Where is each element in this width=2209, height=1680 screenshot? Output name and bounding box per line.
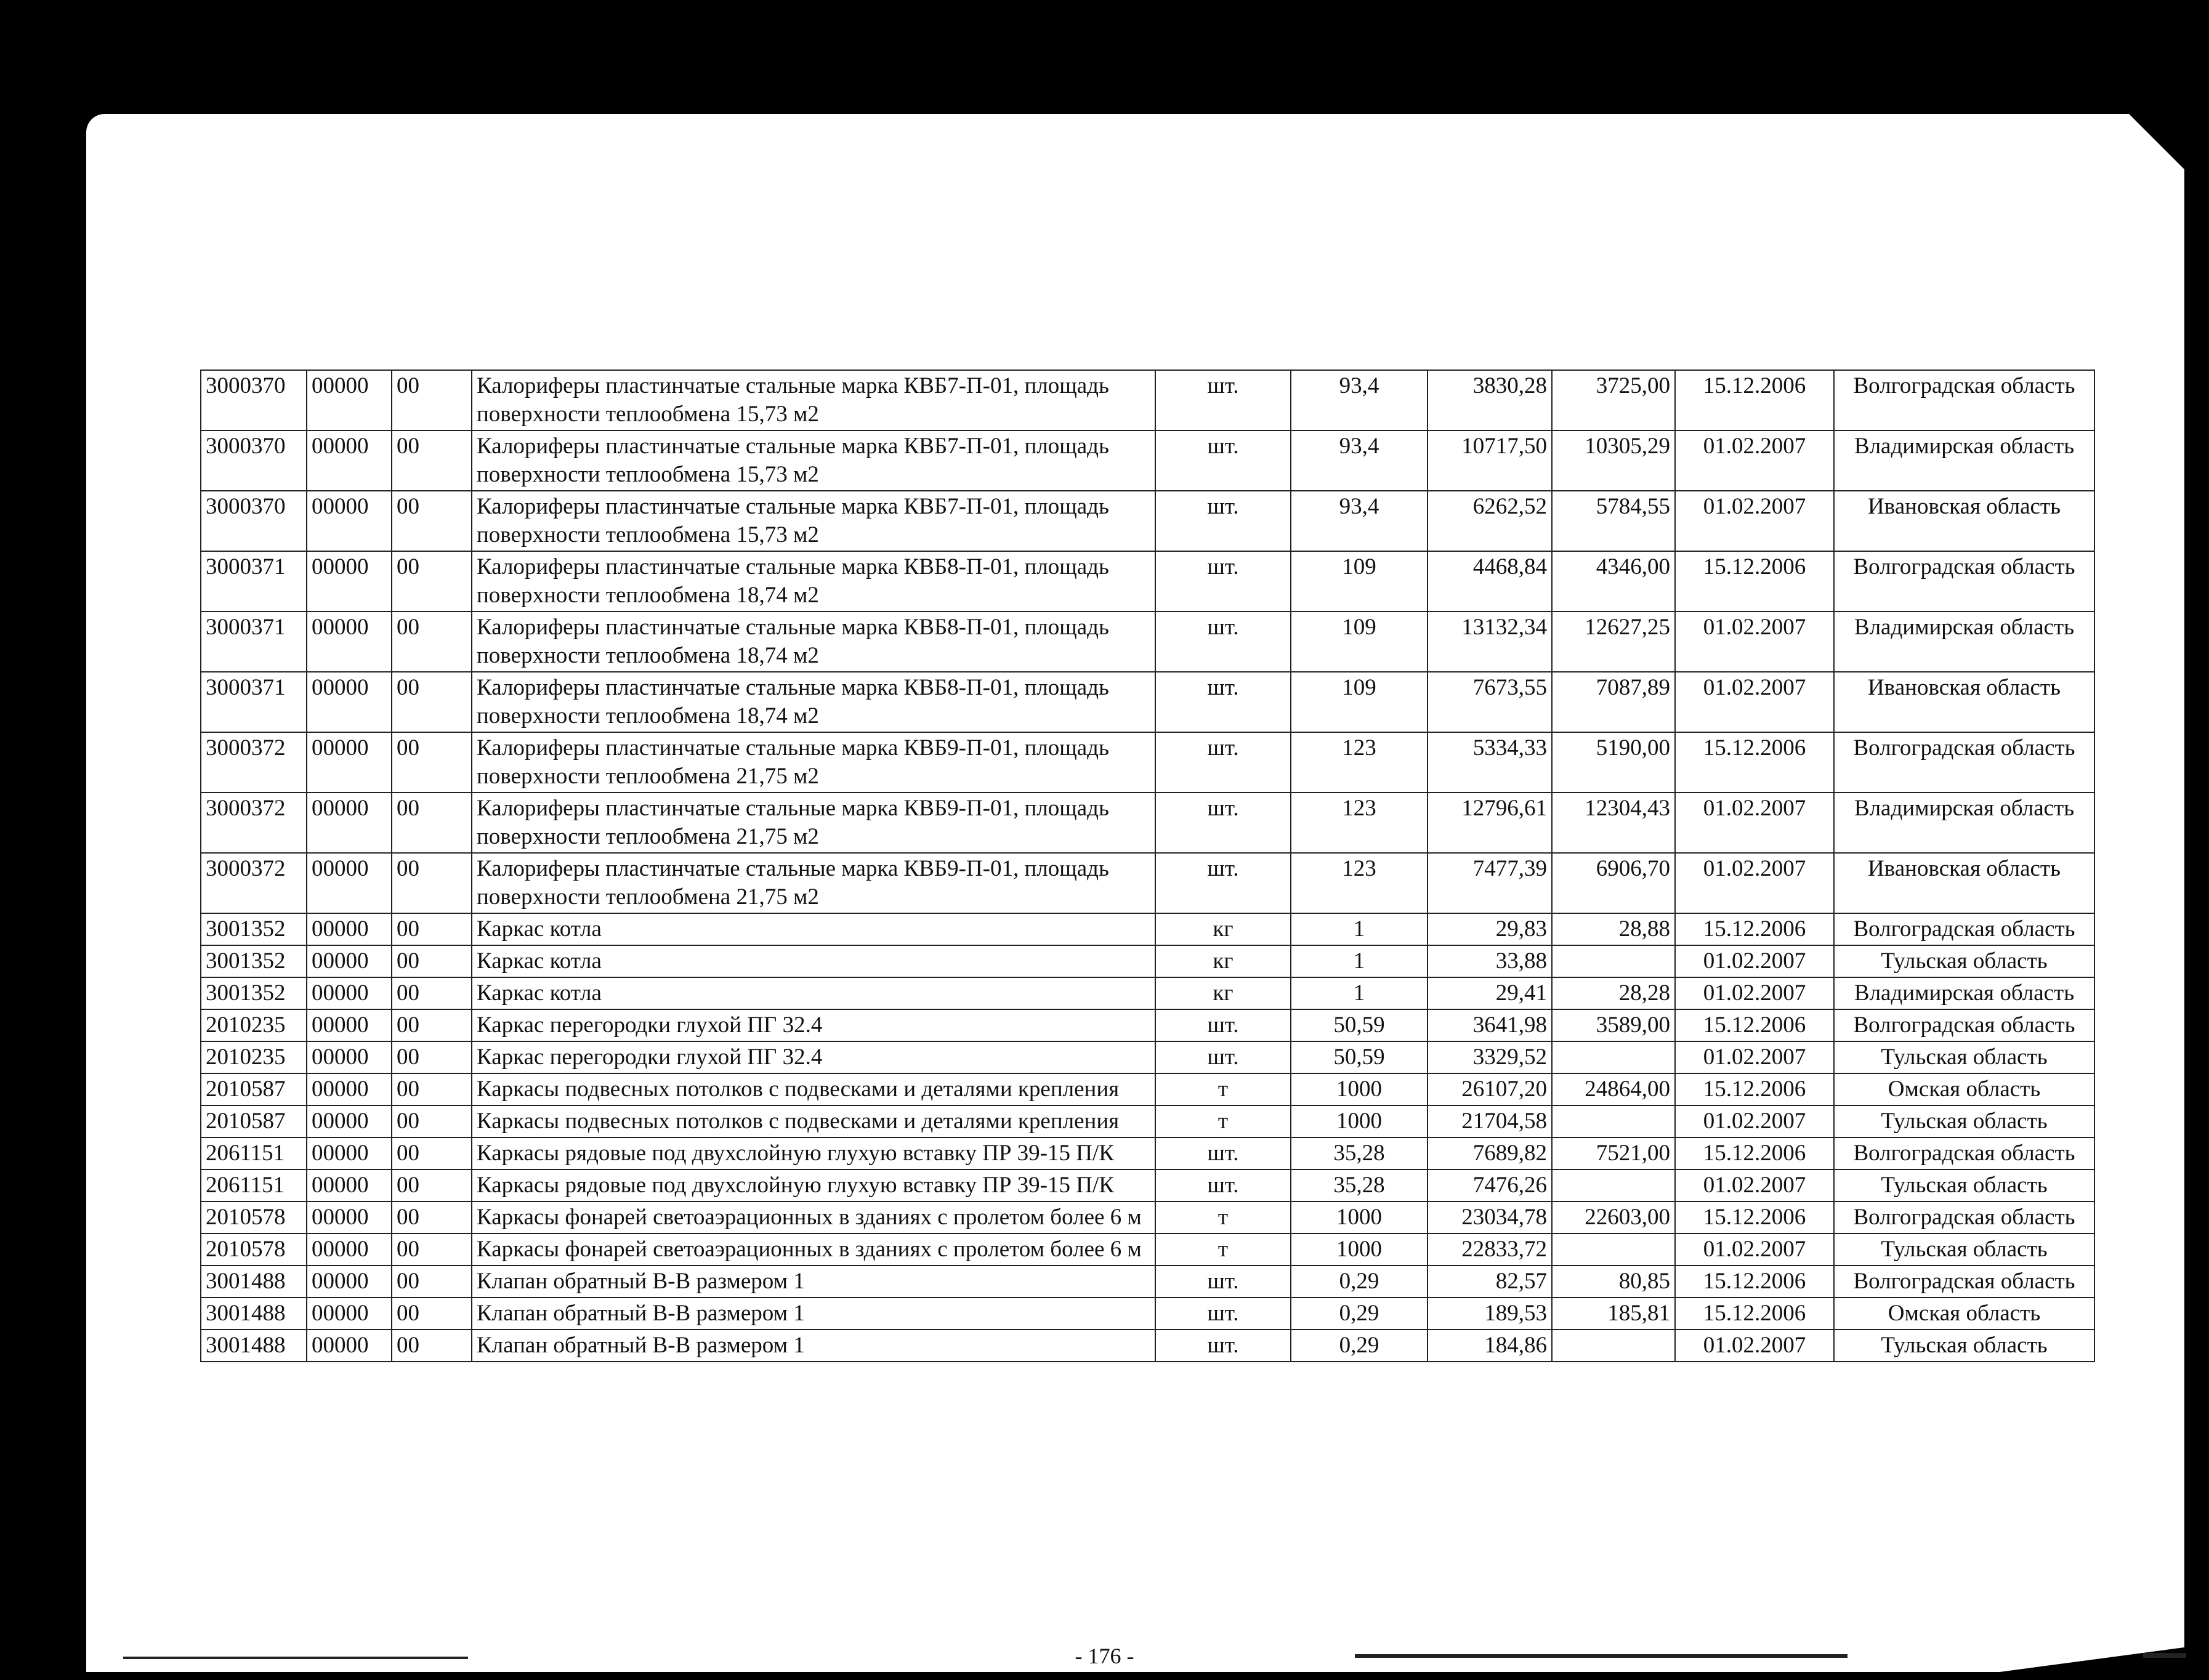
item-subcode-cell: 00000 bbox=[307, 1234, 392, 1266]
unit-cell: шт. bbox=[1155, 1169, 1291, 1201]
date-cell: 01.02.2007 bbox=[1675, 1105, 1834, 1137]
item-subcode-cell: 00000 bbox=[307, 793, 392, 853]
unit-cell: т bbox=[1155, 1105, 1291, 1137]
table-row bbox=[201, 551, 2094, 612]
item-name-cell: Каркасы подвесных потолков с подвесками и деталями крепления bbox=[472, 1073, 1155, 1105]
weight-cell: 35,28 bbox=[1291, 1137, 1428, 1169]
item-variant-cell: 00 bbox=[392, 853, 472, 913]
scan-border-left bbox=[0, 0, 86, 1680]
scan-corner-top-right bbox=[2129, 114, 2184, 169]
item-subcode-cell: 00000 bbox=[307, 1201, 392, 1234]
unit-cell: шт. bbox=[1155, 612, 1291, 672]
unit-cell: шт. bbox=[1155, 1041, 1291, 1073]
table-row bbox=[201, 1298, 2094, 1330]
item-name-cell: Калориферы пластинчатые стальные марка КВБ7-П-01, площадь поверхности теплообмена 15,73 м2 bbox=[472, 491, 1155, 551]
price-alt-cell: 7087,89 bbox=[1552, 672, 1675, 732]
weight-cell: 109 bbox=[1291, 551, 1428, 612]
item-name-cell: Каркас котла bbox=[472, 977, 1155, 1009]
weight-cell: 50,59 bbox=[1291, 1009, 1428, 1041]
region-cell: Волгоградская область bbox=[1834, 1266, 2094, 1298]
table-row bbox=[201, 1009, 2094, 1041]
item-subcode-cell: 00000 bbox=[307, 1330, 392, 1362]
table-row bbox=[201, 1266, 2094, 1298]
price-cell: 7673,55 bbox=[1428, 672, 1552, 732]
weight-cell: 1 bbox=[1291, 945, 1428, 977]
item-code-cell: 3001352 bbox=[201, 945, 307, 977]
date-cell: 15.12.2006 bbox=[1675, 1266, 1834, 1298]
date-cell: 01.02.2007 bbox=[1675, 491, 1834, 551]
unit-cell: шт. bbox=[1155, 793, 1291, 853]
price-cell: 3329,52 bbox=[1428, 1041, 1552, 1073]
item-code-cell: 3001488 bbox=[201, 1330, 307, 1362]
item-variant-cell: 00 bbox=[392, 1169, 472, 1201]
item-subcode-cell: 00000 bbox=[307, 370, 392, 430]
item-name-cell: Калориферы пластинчатые стальные марка КВБ8-П-01, площадь поверхности теплообмена 18,74 м2 bbox=[472, 672, 1155, 732]
date-cell: 15.12.2006 bbox=[1675, 1009, 1834, 1041]
item-subcode-cell: 00000 bbox=[307, 1137, 392, 1169]
item-subcode-cell: 00000 bbox=[307, 612, 392, 672]
weight-cell: 1 bbox=[1291, 977, 1428, 1009]
unit-cell: шт. bbox=[1155, 1266, 1291, 1298]
price-cell: 3830,28 bbox=[1428, 370, 1552, 430]
item-subcode-cell: 00000 bbox=[307, 672, 392, 732]
unit-cell: т bbox=[1155, 1234, 1291, 1266]
price-cell: 29,83 bbox=[1428, 913, 1552, 945]
date-cell: 01.02.2007 bbox=[1675, 853, 1834, 913]
price-cell: 26107,20 bbox=[1428, 1073, 1552, 1105]
price-cell: 82,57 bbox=[1428, 1266, 1552, 1298]
weight-cell: 0,29 bbox=[1291, 1298, 1428, 1330]
table-row bbox=[201, 977, 2094, 1009]
item-name-cell: Калориферы пластинчатые стальные марка КВБ9-П-01, площадь поверхности теплообмена 21,75 м2 bbox=[472, 853, 1155, 913]
date-cell: 01.02.2007 bbox=[1675, 1169, 1834, 1201]
region-cell: Тульская область bbox=[1834, 1330, 2094, 1362]
scan-border-right bbox=[2184, 0, 2209, 1680]
date-cell: 15.12.2006 bbox=[1675, 1298, 1834, 1330]
item-variant-cell: 00 bbox=[392, 793, 472, 853]
date-cell: 01.02.2007 bbox=[1675, 1234, 1834, 1266]
item-variant-cell: 00 bbox=[392, 1266, 472, 1298]
price-cell: 22833,72 bbox=[1428, 1234, 1552, 1266]
weight-cell: 1000 bbox=[1291, 1234, 1428, 1266]
date-cell: 01.02.2007 bbox=[1675, 793, 1834, 853]
item-variant-cell: 00 bbox=[392, 913, 472, 945]
price-cell: 29,41 bbox=[1428, 977, 1552, 1009]
price-alt-cell: 4346,00 bbox=[1552, 551, 1675, 612]
weight-cell: 1000 bbox=[1291, 1073, 1428, 1105]
price-cell: 7689,82 bbox=[1428, 1137, 1552, 1169]
item-variant-cell: 00 bbox=[392, 1298, 472, 1330]
table-row bbox=[201, 1137, 2094, 1169]
item-subcode-cell: 00000 bbox=[307, 945, 392, 977]
item-variant-cell: 00 bbox=[392, 945, 472, 977]
item-variant-cell: 00 bbox=[392, 551, 472, 612]
item-subcode-cell: 00000 bbox=[307, 853, 392, 913]
item-name-cell: Каркасы рядовые под двухслойную глухую вставку ПР 39-15 П/К bbox=[472, 1137, 1155, 1169]
table-row bbox=[201, 370, 2094, 430]
region-cell: Тульская область bbox=[1834, 1169, 2094, 1201]
price-alt-cell: 10305,29 bbox=[1552, 430, 1675, 491]
weight-cell: 123 bbox=[1291, 732, 1428, 793]
weight-cell: 0,29 bbox=[1291, 1330, 1428, 1362]
item-code-cell: 2061151 bbox=[201, 1169, 307, 1201]
item-name-cell: Каркасы рядовые под двухслойную глухую вставку ПР 39-15 П/К bbox=[472, 1169, 1155, 1201]
weight-cell: 109 bbox=[1291, 672, 1428, 732]
price-alt-cell bbox=[1552, 1234, 1675, 1266]
price-alt-cell bbox=[1552, 1041, 1675, 1073]
date-cell: 01.02.2007 bbox=[1675, 1041, 1834, 1073]
table-row bbox=[201, 1105, 2094, 1137]
price-alt-cell bbox=[1552, 1105, 1675, 1137]
item-code-cell: 2010578 bbox=[201, 1201, 307, 1234]
weight-cell: 123 bbox=[1291, 793, 1428, 853]
item-code-cell: 2010235 bbox=[201, 1041, 307, 1073]
item-name-cell: Каркасы подвесных потолков с подвесками и деталями крепления bbox=[472, 1105, 1155, 1137]
item-code-cell: 2010587 bbox=[201, 1105, 307, 1137]
item-name-cell: Калориферы пластинчатые стальные марка КВБ8-П-01, площадь поверхности теплообмена 18,74 м2 bbox=[472, 551, 1155, 612]
price-alt-cell bbox=[1552, 1169, 1675, 1201]
unit-cell: шт. bbox=[1155, 491, 1291, 551]
price-cell: 189,53 bbox=[1428, 1298, 1552, 1330]
item-name-cell: Каркас котла bbox=[472, 913, 1155, 945]
item-code-cell: 3000371 bbox=[201, 612, 307, 672]
price-cell: 3641,98 bbox=[1428, 1009, 1552, 1041]
price-cell: 10717,50 bbox=[1428, 430, 1552, 491]
table-row bbox=[201, 672, 2094, 732]
unit-cell: шт. bbox=[1155, 672, 1291, 732]
page-number: - 176 - bbox=[1075, 1644, 1134, 1668]
date-cell: 01.02.2007 bbox=[1675, 430, 1834, 491]
item-code-cell: 3000372 bbox=[201, 793, 307, 853]
item-variant-cell: 00 bbox=[392, 977, 472, 1009]
item-name-cell: Калориферы пластинчатые стальные марка КВБ9-П-01, площадь поверхности теплообмена 21,75 м2 bbox=[472, 793, 1155, 853]
item-code-cell: 3000370 bbox=[201, 370, 307, 430]
table-row bbox=[201, 1234, 2094, 1266]
item-code-cell: 2010587 bbox=[201, 1073, 307, 1105]
table-row bbox=[201, 945, 2094, 977]
item-code-cell: 3001352 bbox=[201, 977, 307, 1009]
price-cell: 184,86 bbox=[1428, 1330, 1552, 1362]
item-name-cell: Каркас перегородки глухой ПГ 32.4 bbox=[472, 1009, 1155, 1041]
price-cell: 7476,26 bbox=[1428, 1169, 1552, 1201]
item-code-cell: 2010235 bbox=[201, 1009, 307, 1041]
date-cell: 15.12.2006 bbox=[1675, 551, 1834, 612]
item-subcode-cell: 00000 bbox=[307, 491, 392, 551]
item-code-cell: 3000370 bbox=[201, 491, 307, 551]
unit-cell: т bbox=[1155, 1073, 1291, 1105]
item-name-cell: Калориферы пластинчатые стальные марка КВБ8-П-01, площадь поверхности теплообмена 18,74 м2 bbox=[472, 612, 1155, 672]
price-alt-cell: 12627,25 bbox=[1552, 612, 1675, 672]
item-variant-cell: 00 bbox=[392, 1073, 472, 1105]
unit-cell: шт. bbox=[1155, 1137, 1291, 1169]
price-alt-cell: 3725,00 bbox=[1552, 370, 1675, 430]
weight-cell: 1 bbox=[1291, 913, 1428, 945]
unit-cell: шт. bbox=[1155, 1298, 1291, 1330]
item-subcode-cell: 00000 bbox=[307, 1266, 392, 1298]
price-alt-cell: 28,28 bbox=[1552, 977, 1675, 1009]
item-variant-cell: 00 bbox=[392, 491, 472, 551]
item-code-cell: 3001352 bbox=[201, 913, 307, 945]
unit-cell: т bbox=[1155, 1201, 1291, 1234]
date-cell: 15.12.2006 bbox=[1675, 1073, 1834, 1105]
region-cell: Ивановская область bbox=[1834, 853, 2094, 913]
weight-cell: 93,4 bbox=[1291, 430, 1428, 491]
price-cell: 4468,84 bbox=[1428, 551, 1552, 612]
unit-cell: шт. bbox=[1155, 370, 1291, 430]
item-subcode-cell: 00000 bbox=[307, 1041, 392, 1073]
item-code-cell: 3000371 bbox=[201, 672, 307, 732]
item-subcode-cell: 00000 bbox=[307, 1105, 392, 1137]
unit-cell: кг bbox=[1155, 913, 1291, 945]
region-cell: Волгоградская область bbox=[1834, 370, 2094, 430]
item-code-cell: 3000371 bbox=[201, 551, 307, 612]
date-cell: 15.12.2006 bbox=[1675, 1201, 1834, 1234]
region-cell: Владимирская область bbox=[1834, 430, 2094, 491]
date-cell: 01.02.2007 bbox=[1675, 945, 1834, 977]
item-variant-cell: 00 bbox=[392, 1041, 472, 1073]
item-subcode-cell: 00000 bbox=[307, 732, 392, 793]
item-subcode-cell: 00000 bbox=[307, 430, 392, 491]
table-row bbox=[201, 793, 2094, 853]
region-cell: Волгоградская область bbox=[1834, 913, 2094, 945]
item-variant-cell: 00 bbox=[392, 732, 472, 793]
item-name-cell: Калориферы пластинчатые стальные марка КВБ7-П-01, площадь поверхности теплообмена 15,73 м2 bbox=[472, 370, 1155, 430]
item-variant-cell: 00 bbox=[392, 672, 472, 732]
date-cell: 15.12.2006 bbox=[1675, 732, 1834, 793]
region-cell: Волгоградская область bbox=[1834, 1009, 2094, 1041]
price-alt-cell: 5190,00 bbox=[1552, 732, 1675, 793]
weight-cell: 35,28 bbox=[1291, 1169, 1428, 1201]
item-variant-cell: 00 bbox=[392, 1234, 472, 1266]
date-cell: 01.02.2007 bbox=[1675, 1330, 1834, 1362]
item-subcode-cell: 00000 bbox=[307, 913, 392, 945]
price-cell: 12796,61 bbox=[1428, 793, 1552, 853]
item-name-cell: Каркас перегородки глухой ПГ 32.4 bbox=[472, 1041, 1155, 1073]
price-alt-cell: 6906,70 bbox=[1552, 853, 1675, 913]
unit-cell: шт. bbox=[1155, 430, 1291, 491]
region-cell: Волгоградская область bbox=[1834, 732, 2094, 793]
item-variant-cell: 00 bbox=[392, 430, 472, 491]
item-variant-cell: 00 bbox=[392, 1330, 472, 1362]
price-alt-cell: 22603,00 bbox=[1552, 1201, 1675, 1234]
item-subcode-cell: 00000 bbox=[307, 1009, 392, 1041]
price-alt-cell: 28,88 bbox=[1552, 913, 1675, 945]
item-variant-cell: 00 bbox=[392, 1009, 472, 1041]
price-alt-cell: 5784,55 bbox=[1552, 491, 1675, 551]
table-row bbox=[201, 732, 2094, 793]
item-name-cell: Калориферы пластинчатые стальные марка КВБ9-П-01, площадь поверхности теплообмена 21,75 м2 bbox=[472, 732, 1155, 793]
weight-cell: 1000 bbox=[1291, 1105, 1428, 1137]
date-cell: 15.12.2006 bbox=[1675, 913, 1834, 945]
item-name-cell: Каркасы фонарей светоаэрационных в зданиях с пролетом более 6 м bbox=[472, 1234, 1155, 1266]
price-alt-cell: 80,85 bbox=[1552, 1266, 1675, 1298]
item-variant-cell: 00 bbox=[392, 1201, 472, 1234]
price-alt-cell: 24864,00 bbox=[1552, 1073, 1675, 1105]
date-cell: 15.12.2006 bbox=[1675, 370, 1834, 430]
price-table-body bbox=[201, 370, 2094, 1362]
item-variant-cell: 00 bbox=[392, 612, 472, 672]
price-cell: 7477,39 bbox=[1428, 853, 1552, 913]
price-cell: 33,88 bbox=[1428, 945, 1552, 977]
item-name-cell: Клапан обратный В-В размером 1 bbox=[472, 1298, 1155, 1330]
table-row bbox=[201, 1201, 2094, 1234]
region-cell: Ивановская область bbox=[1834, 491, 2094, 551]
region-cell: Тульская область bbox=[1834, 1105, 2094, 1137]
region-cell: Ивановская область bbox=[1834, 672, 2094, 732]
item-subcode-cell: 00000 bbox=[307, 1169, 392, 1201]
region-cell: Тульская область bbox=[1834, 1234, 2094, 1266]
scan-border-bottom bbox=[0, 1672, 2209, 1680]
weight-cell: 109 bbox=[1291, 612, 1428, 672]
item-code-cell: 3001488 bbox=[201, 1298, 307, 1330]
price-cell: 5334,33 bbox=[1428, 732, 1552, 793]
table-row bbox=[201, 430, 2094, 491]
item-name-cell: Каркас котла bbox=[472, 945, 1155, 977]
region-cell: Владимирская область bbox=[1834, 612, 2094, 672]
region-cell: Омская область bbox=[1834, 1073, 2094, 1105]
item-name-cell: Клапан обратный В-В размером 1 bbox=[472, 1266, 1155, 1298]
item-variant-cell: 00 bbox=[392, 1105, 472, 1137]
weight-cell: 123 bbox=[1291, 853, 1428, 913]
item-code-cell: 3000372 bbox=[201, 732, 307, 793]
item-subcode-cell: 00000 bbox=[307, 1298, 392, 1330]
weight-cell: 50,59 bbox=[1291, 1041, 1428, 1073]
unit-cell: шт. bbox=[1155, 732, 1291, 793]
weight-cell: 0,29 bbox=[1291, 1266, 1428, 1298]
date-cell: 01.02.2007 bbox=[1675, 672, 1834, 732]
price-alt-cell: 7521,00 bbox=[1552, 1137, 1675, 1169]
table-row bbox=[201, 491, 2094, 551]
price-cell: 13132,34 bbox=[1428, 612, 1552, 672]
unit-cell: шт. bbox=[1155, 1009, 1291, 1041]
item-code-cell: 3001488 bbox=[201, 1266, 307, 1298]
price-alt-cell: 185,81 bbox=[1552, 1298, 1675, 1330]
price-alt-cell: 3589,00 bbox=[1552, 1009, 1675, 1041]
item-subcode-cell: 00000 bbox=[307, 977, 392, 1009]
scan-border-top bbox=[0, 0, 2209, 114]
unit-cell: шт. bbox=[1155, 1330, 1291, 1362]
item-subcode-cell: 00000 bbox=[307, 551, 392, 612]
item-variant-cell: 00 bbox=[392, 1137, 472, 1169]
region-cell: Омская область bbox=[1834, 1298, 2094, 1330]
table-row bbox=[201, 853, 2094, 913]
table-row bbox=[201, 1169, 2094, 1201]
table-row bbox=[201, 1330, 2094, 1362]
date-cell: 01.02.2007 bbox=[1675, 612, 1834, 672]
region-cell: Владимирская область bbox=[1834, 793, 2094, 853]
item-variant-cell: 00 bbox=[392, 370, 472, 430]
item-code-cell: 2010578 bbox=[201, 1234, 307, 1266]
item-code-cell: 3000370 bbox=[201, 430, 307, 491]
region-cell: Волгоградская область bbox=[1834, 1201, 2094, 1234]
price-alt-cell bbox=[1552, 945, 1675, 977]
price-cell: 6262,52 bbox=[1428, 491, 1552, 551]
price-alt-cell: 12304,43 bbox=[1552, 793, 1675, 853]
price-table bbox=[200, 370, 2095, 1362]
region-cell: Волгоградская область bbox=[1834, 551, 2094, 612]
weight-cell: 93,4 bbox=[1291, 491, 1428, 551]
weight-cell: 1000 bbox=[1291, 1201, 1428, 1234]
table-row bbox=[201, 612, 2094, 672]
date-cell: 01.02.2007 bbox=[1675, 977, 1834, 1009]
unit-cell: кг bbox=[1155, 945, 1291, 977]
item-name-cell: Клапан обратный В-В размером 1 bbox=[472, 1330, 1155, 1362]
item-code-cell: 3000372 bbox=[201, 853, 307, 913]
region-cell: Тульская область bbox=[1834, 1041, 2094, 1073]
unit-cell: шт. bbox=[1155, 551, 1291, 612]
region-cell: Владимирская область bbox=[1834, 977, 2094, 1009]
weight-cell: 93,4 bbox=[1291, 370, 1428, 430]
table-row bbox=[201, 913, 2094, 945]
table-row bbox=[201, 1073, 2094, 1105]
region-cell: Волгоградская область bbox=[1834, 1137, 2094, 1169]
price-alt-cell bbox=[1552, 1330, 1675, 1362]
item-name-cell: Калориферы пластинчатые стальные марка КВБ7-П-01, площадь поверхности теплообмена 15,73 м2 bbox=[472, 430, 1155, 491]
item-name-cell: Каркасы фонарей светоаэрационных в зданиях с пролетом более 6 м bbox=[472, 1201, 1155, 1234]
unit-cell: кг bbox=[1155, 977, 1291, 1009]
table-row bbox=[201, 1041, 2094, 1073]
region-cell: Тульская область bbox=[1834, 945, 2094, 977]
unit-cell: шт. bbox=[1155, 853, 1291, 913]
price-cell: 23034,78 bbox=[1428, 1201, 1552, 1234]
price-cell: 21704,58 bbox=[1428, 1105, 1552, 1137]
date-cell: 15.12.2006 bbox=[1675, 1137, 1834, 1169]
item-subcode-cell: 00000 bbox=[307, 1073, 392, 1105]
item-code-cell: 2061151 bbox=[201, 1137, 307, 1169]
